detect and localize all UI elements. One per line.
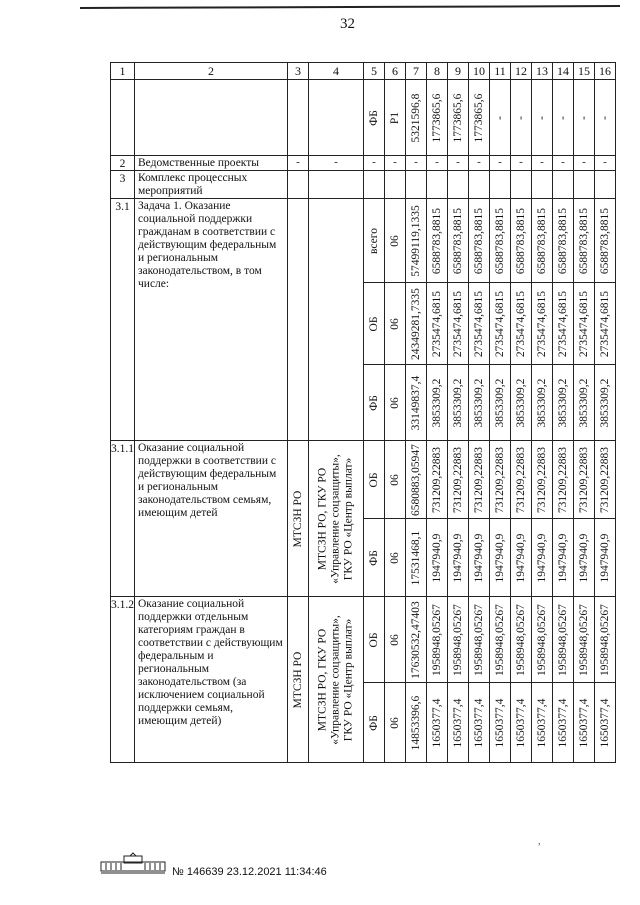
value-cell: 1947940,9 [599,533,611,582]
fund-cell [364,80,385,156]
value-cell: 1947940,9 [515,533,527,582]
value-cell: 1650377,4 [431,698,443,747]
fund-label: ФБ [368,714,380,731]
value-cell: 1958948,05267 [494,603,506,676]
dash: - [561,156,565,168]
value-cell: - [578,115,590,120]
fund-label: всего [368,227,380,254]
value-cell: 24349281,7335 [410,287,422,360]
header-cell: 15 [574,63,595,80]
row-number: 3.1.2 [111,597,135,763]
value-cell: 3853309,2 [452,378,464,427]
code-label: 06 [389,633,401,646]
value-cell: 6588783,8815 [431,207,443,274]
dash: - [519,156,523,168]
header-cell: 8 [427,63,448,80]
value-cell: 6580883,05947 [410,443,422,516]
value-cell: 3853309,2 [473,378,485,427]
row-label: Оказание социальной поддержки в соответствии с действующим федеральным и региональным законодательством семьям, имеющим детей [135,441,288,597]
value-cell: 2735474,6815 [599,290,611,357]
value-cell: 1958948,05267 [557,603,569,676]
value-cell: 1958948,05267 [452,603,464,676]
code-label: 06 [389,473,401,486]
value-cell: 1947940,9 [494,533,506,582]
value-cell: 3853309,2 [431,378,443,427]
dash: - [296,156,300,168]
value-cell: - [494,115,506,120]
code-label: Р1 [389,111,401,124]
value-cell: 3853309,2 [557,378,569,427]
value-cell: 6588783,8815 [599,207,611,274]
coexecutor-label: МТСЗН РО, ГКУ РО «Управление соцзащиты», ГКУ РО «Центр выплат» [316,453,355,584]
value-cell: 3853309,2 [599,378,611,427]
value-cell: 731209,22883 [431,446,443,513]
code-label: 06 [389,234,401,247]
code-label: 06 [389,551,401,564]
header-cell: 14 [553,63,574,80]
value-cell: 1947940,9 [452,533,464,582]
value-cell: 6588783,8815 [473,207,485,274]
fund-label: ФБ [368,109,380,126]
executor-label: МТСЗН РО [292,490,304,547]
row-number: 3.1.1 [111,441,135,597]
task31-row-total [111,199,616,283]
value-cell: 1773865,6 [452,93,464,142]
value-cell: 1947940,9 [473,533,485,582]
value-cell: 6588783,8815 [536,207,548,274]
value-cell: 1947940,9 [578,533,590,582]
dash: - [540,156,544,168]
value-cell: 2735474,6815 [557,290,569,357]
value-cell: 33149837,4 [410,375,422,430]
item312-row-ob [111,597,616,683]
dash: - [498,156,502,168]
fund-label: ОБ [368,632,380,647]
dash: - [414,156,418,168]
row-number: 3 [111,171,135,199]
item311-row-ob [111,441,616,519]
header-cell: 2 [135,63,288,80]
dash: - [435,156,439,168]
value-cell: 1650377,4 [473,698,485,747]
row-number: 3.1 [111,199,135,441]
value-cell: 2735474,6815 [431,290,443,357]
value-cell: 1958948,05267 [536,603,548,676]
value-cell: 731209,22883 [452,446,464,513]
row-label: Комплекс процессных мероприятий [135,171,288,199]
value-cell: 6588783,8815 [515,207,527,274]
header-cell: 9 [448,63,469,80]
dash: - [477,156,481,168]
row-p1 [111,80,616,156]
executor-label: МТСЗН РО [292,651,304,708]
value-cell: 1958948,05267 [578,603,590,676]
coexecutor-label: МТСЗН РО, ГКУ РО «Управление соцзащиты», ГКУ РО «Центр выплат» [316,614,355,745]
fund-label: ОБ [368,316,380,331]
header-cell: 1 [111,63,135,80]
value-cell: 2735474,6815 [536,290,548,357]
dash: - [372,156,376,168]
value-cell: 5321596,8 [410,93,422,142]
value-cell: 1947940,9 [536,533,548,582]
value-cell: 731209,22883 [557,446,569,513]
scan-mark: , [538,836,541,847]
value-cell: 1650377,4 [557,698,569,747]
row-departmental-projects [111,156,616,171]
registration-stamp: № 146639 23.12.2021 11:34:46 [172,866,327,878]
value-cell: 1650377,4 [536,698,548,747]
dash: - [393,156,397,168]
value-cell: 17531468,1 [410,530,422,585]
fund-label: ОБ [368,472,380,487]
code-cell [385,80,406,156]
row-label: Задача 1. Оказание социальной поддержки гражданам в соответствии с действующим федеральным и региональным законодательством, в том числе: [135,199,288,441]
value-cell: - [515,115,527,120]
code-label: 06 [389,716,401,729]
value-cell: 17630532,47403 [410,600,422,679]
value-cell: 731209,22883 [515,446,527,513]
value-cell: - [557,115,569,120]
value-cell: 1773865,6 [431,93,443,142]
value-cell: 2735474,6815 [494,290,506,357]
header-cell: 7 [406,63,427,80]
value-cell: 1958948,05267 [431,603,443,676]
value-cell: 2735474,6815 [473,290,485,357]
dash: - [456,156,460,168]
value-cell: 3853309,2 [494,378,506,427]
value-cell: 731209,22883 [494,446,506,513]
value-cell: 2735474,6815 [515,290,527,357]
value-cell: 1650377,4 [599,698,611,747]
fund-label: ФБ [368,394,380,411]
program-table [110,62,616,763]
value-cell: 14853396,6 [410,695,422,750]
building-logo-icon [100,852,166,874]
header-row [111,63,616,80]
header-cell: 16 [595,63,616,80]
value-cell: 1958948,05267 [473,603,485,676]
value-cell: - [599,115,611,120]
row-label: Ведомственные проекты [135,156,288,171]
value-cell: 1650377,4 [515,698,527,747]
code-label: 06 [389,396,401,409]
row-number: 2 [111,156,135,171]
fund-label: ФБ [368,549,380,566]
value-cell: 1773865,6 [473,93,485,142]
header-cell: 13 [532,63,553,80]
value-cell: 6588783,8815 [494,207,506,274]
header-cell: 3 [288,63,309,80]
dash: - [603,156,607,168]
dash: - [334,156,338,168]
value-cell: - [536,115,548,120]
value-cell: 3853309,2 [578,378,590,427]
header-cell: 12 [511,63,532,80]
value-cell: 1958948,05267 [515,603,527,676]
value-cell: 1650377,4 [494,698,506,747]
value-cell: 3853309,2 [536,378,548,427]
value-cell: 1947940,9 [431,533,443,582]
value-cell: 1958948,05267 [599,603,611,676]
value-cell: 6588783,8815 [557,207,569,274]
value-cell: 731209,22883 [599,446,611,513]
row-label: Оказание социальной поддержки отдельным категориям граждан в соответствии с действующим федеральным и региональным законодательством (за исключением социальной поддержки семьям, имеющим детей) [135,597,288,763]
value-cell: 6588783,8815 [452,207,464,274]
page-number: 32 [340,16,355,32]
header-cell: 5 [364,63,385,80]
header-cell: 11 [490,63,511,80]
value-cell: 1947940,9 [557,533,569,582]
value-cell: 731209,22883 [578,446,590,513]
dash: - [582,156,586,168]
value-cell: 1650377,4 [452,698,464,747]
value-cell: 731209,22883 [536,446,548,513]
value-cell: 57499119,1335 [410,204,422,277]
code-label: 06 [389,317,401,330]
value-cell: 2735474,6815 [452,290,464,357]
header-cell: 10 [469,63,490,80]
header-cell: 4 [309,63,364,80]
value-cell: 2735474,6815 [578,290,590,357]
header-cell: 6 [385,63,406,80]
value-cell: 1650377,4 [578,698,590,747]
value-cell: 731209,22883 [473,446,485,513]
row-process-complex [111,171,616,199]
value-cell: 6588783,8815 [578,207,590,274]
value-cell: 3853309,2 [515,378,527,427]
top-scan-line [80,5,620,9]
